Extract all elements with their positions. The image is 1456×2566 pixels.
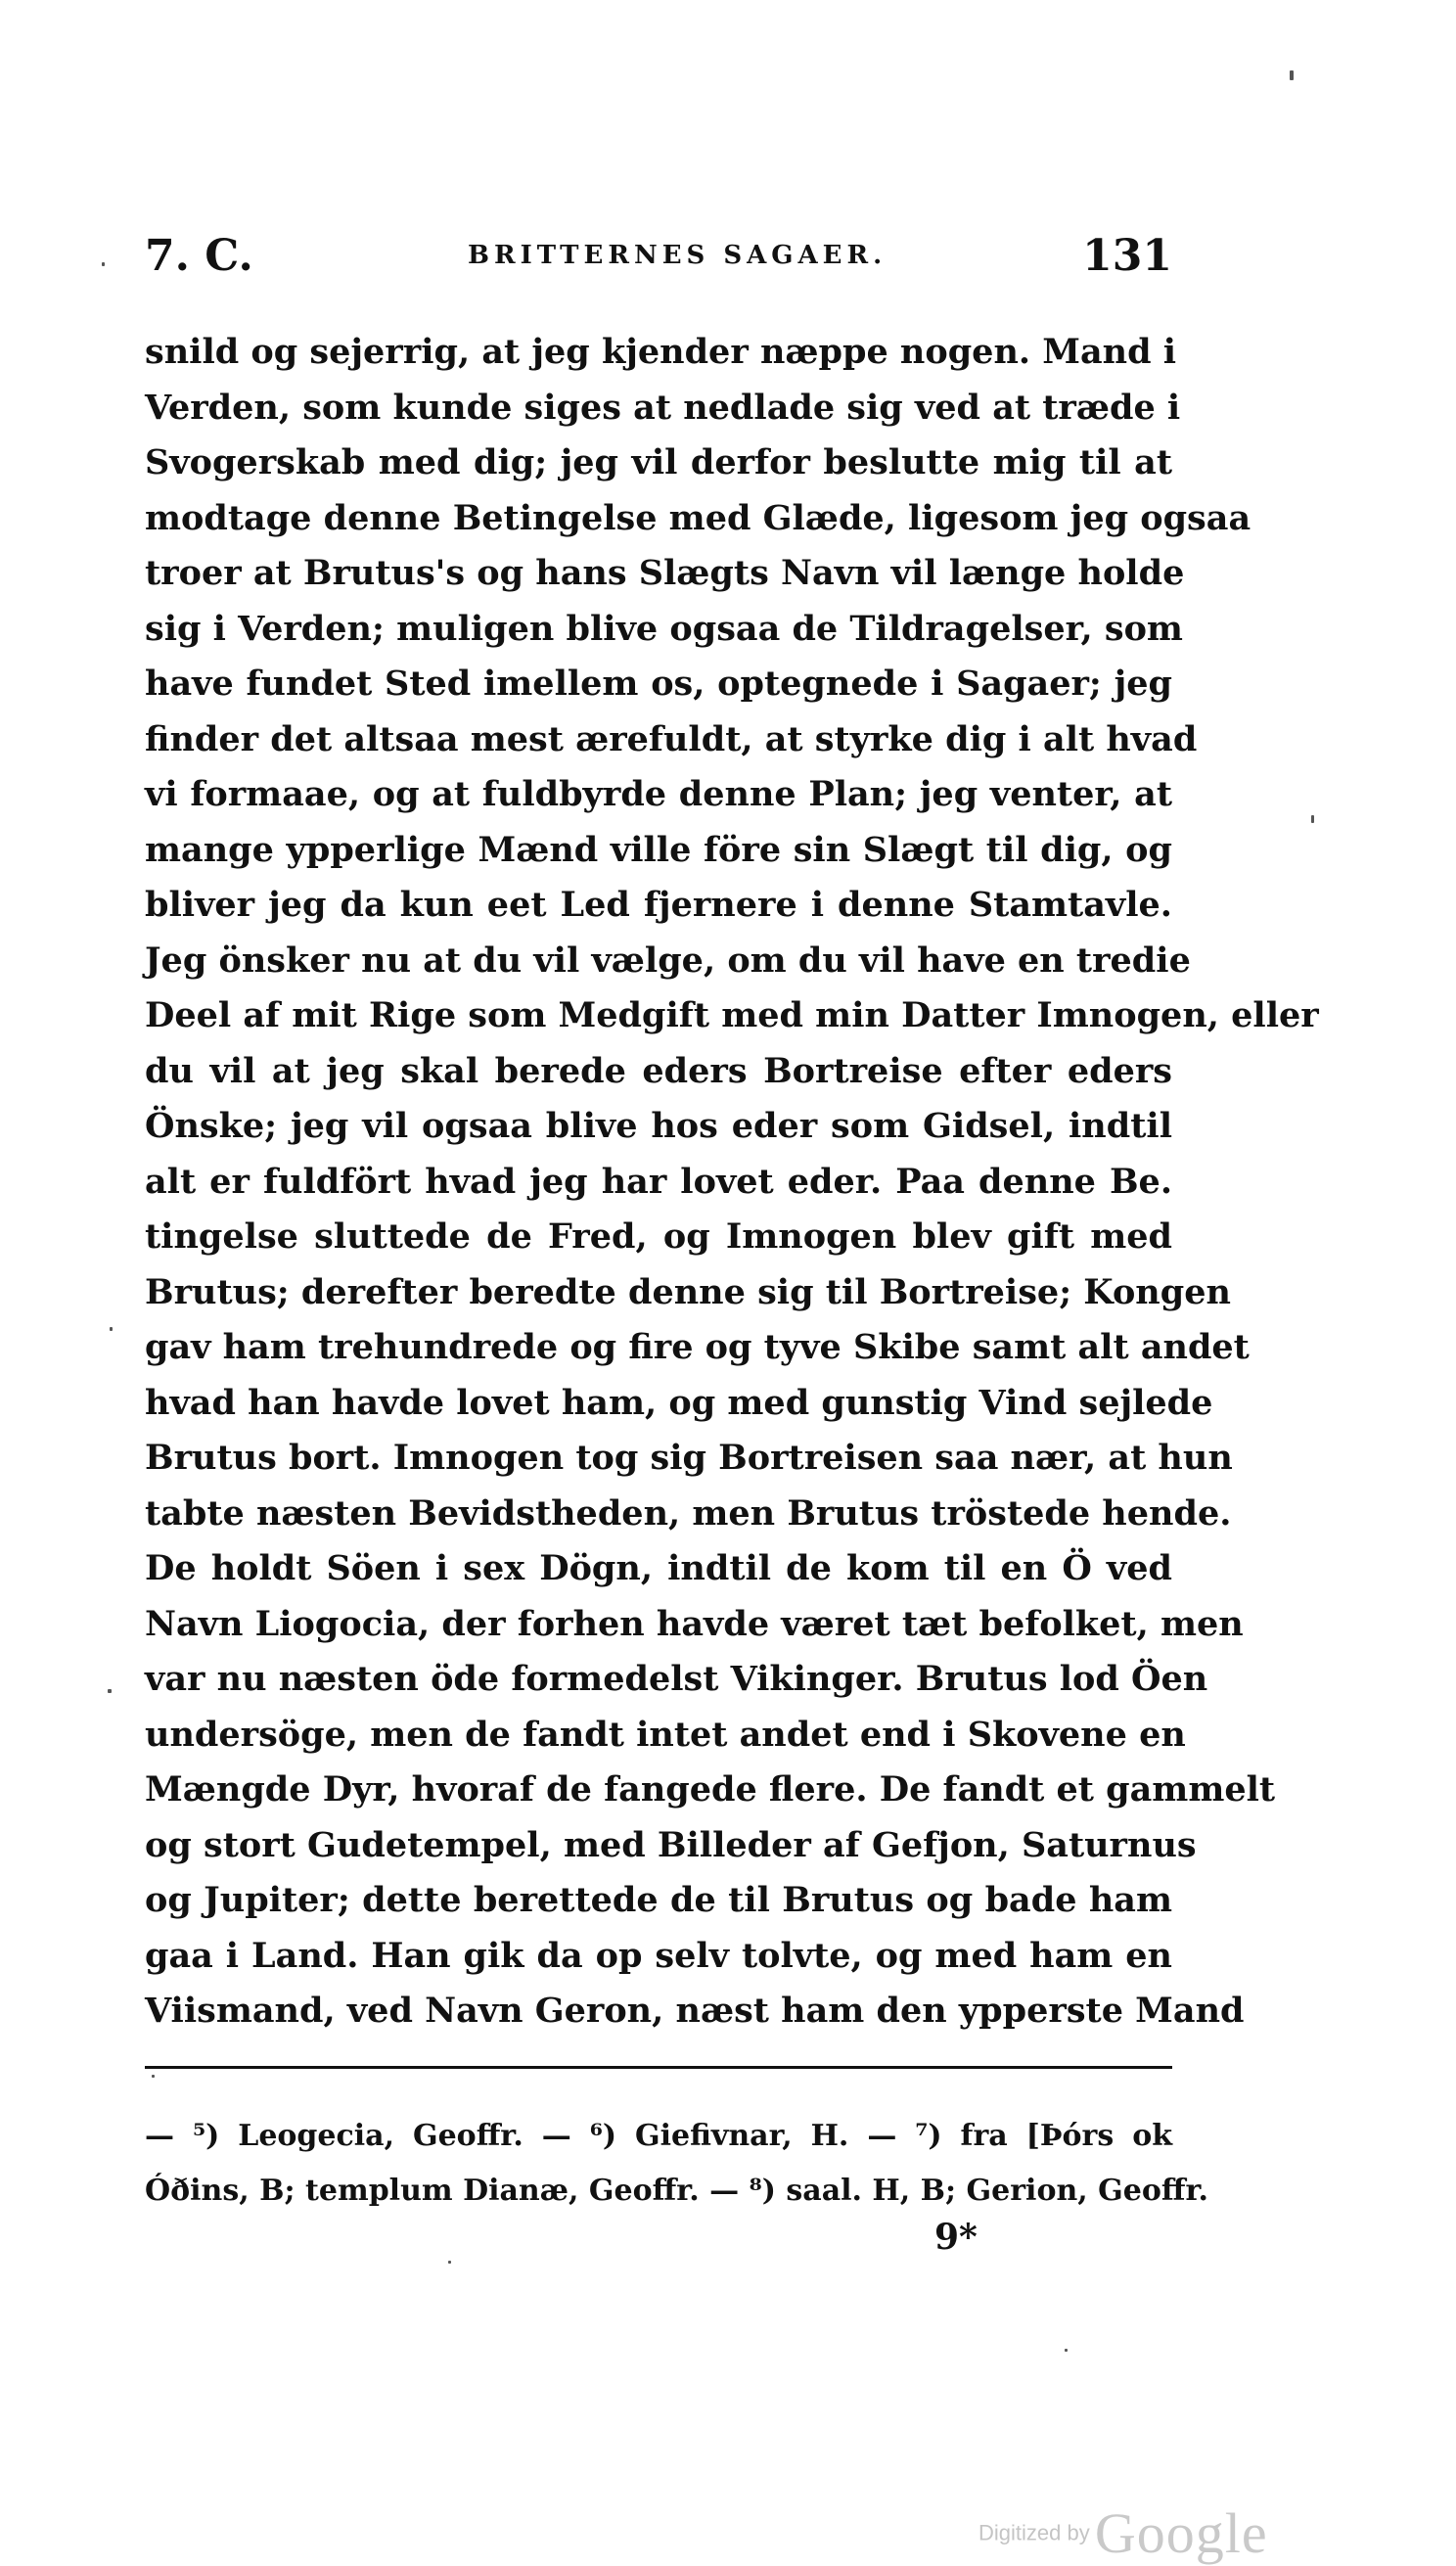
text-line: bliver jeg da kun eet Led fjernere i denne Stamtavle. bbox=[145, 885, 1172, 925]
scan-speck bbox=[1311, 815, 1314, 823]
google-logo: Google bbox=[1094, 2501, 1268, 2565]
text-line: sig i Verden; muligen blive ogsaa de Tildragelser, som bbox=[145, 608, 1183, 649]
text-line: modtage denne Betingelse med Glæde, ligesom jeg ogsaa bbox=[145, 497, 1251, 538]
scan-speck bbox=[110, 1327, 113, 1331]
scan-speck bbox=[1290, 70, 1294, 80]
text-line: Deel af mit Rige som Medgift med min Datter Imnogen, eller bbox=[145, 995, 1319, 1035]
text-line: troer at Brutus's og hans Slægts Navn vil længe holde bbox=[145, 553, 1185, 593]
text-line: og stort Gudetempel, med Billeder af Gefjon, Saturnus bbox=[145, 1824, 1197, 1865]
footnote-line: — ⁵) Leogecia, Geoffr. — ⁶) Giefivnar, H. — ⁷) fra [Þórs ok bbox=[145, 2119, 1172, 2153]
page-number: 131 bbox=[1082, 231, 1172, 281]
text-line: undersöge, men de fandt intet andet end i Skovene en bbox=[145, 1714, 1186, 1755]
text-line: tingelse sluttede de Fred, og Imnogen blev gift med bbox=[145, 1216, 1172, 1257]
chapter-reference: 7. C. bbox=[145, 231, 253, 281]
text-line: og Jupiter; dette berettede de til Brutus og bade ham bbox=[145, 1880, 1172, 1920]
text-line: mange ypperlige Mænd ville före sin Slægt til dig, og bbox=[145, 829, 1172, 870]
scan-speck bbox=[152, 2075, 155, 2078]
text-line: alt er fuldfört hvad jeg har lovet eder. Paa denne Be. bbox=[145, 1161, 1172, 1202]
text-line: Brutus; derefter beredte denne sig til Bortreise; Kongen bbox=[145, 1271, 1231, 1312]
scan-speck bbox=[108, 1689, 112, 1693]
text-line: Viismand, ved Navn Geron, næst ham den ypperste Mand bbox=[145, 1991, 1245, 2031]
text-line: du vil at jeg skal berede eders Bortreise efter eders bbox=[145, 1050, 1172, 1091]
signature-mark: 9* bbox=[934, 2217, 978, 2258]
text-line: Verden, som kunde siges at nedlade sig ved at træde i bbox=[145, 387, 1181, 428]
footnote-line: Óðins, B; templum Dianæ, Geoffr. — ⁸) saal. H, B; Gerion, Geoffr. bbox=[145, 2174, 1208, 2208]
text-line: Svogerskab med dig; jeg vil derfor beslutte mig til at bbox=[145, 442, 1172, 482]
digitized-watermark bbox=[978, 2500, 1268, 2565]
text-line: Mængde Dyr, hvoraf de fangede flere. De fandt et gammelt bbox=[145, 1769, 1276, 1810]
text-line: Önske; jeg vil ogsaa blive hos eder som Gidsel, indtil bbox=[145, 1106, 1172, 1146]
footnote-divider bbox=[145, 2066, 1172, 2069]
text-line: vi formaae, og at fuldbyrde denne Plan; jeg venter, at bbox=[145, 774, 1172, 814]
running-title: BRITTERNES SAGAER. bbox=[468, 241, 887, 270]
text-line: snild og sejerrig, at jeg kjender næppe nogen. Mand i bbox=[145, 332, 1177, 372]
text-line: gaa i Land. Han gik da op selv tolvte, og med ham en bbox=[145, 1935, 1172, 1976]
scan-speck bbox=[102, 262, 105, 266]
main-text-block bbox=[145, 325, 1319, 2039]
text-line: var nu næsten öde formedelst Vikinger. Brutus lod Öen bbox=[145, 1659, 1208, 1699]
text-line: Navn Liogocia, der forhen havde været tæt befolket, men bbox=[145, 1603, 1244, 1644]
text-line: have fundet Sted imellem os, optegnede i Sagaer; jeg bbox=[145, 664, 1172, 704]
text-line: De holdt Söen i sex Dögn, indtil de kom til en Ö ved bbox=[145, 1548, 1172, 1588]
scan-speck bbox=[1065, 2349, 1068, 2352]
text-line: finder det altsaa mest ærefuldt, at styrke dig i alt hvad bbox=[145, 718, 1198, 759]
digitized-label: Digitized by bbox=[978, 2520, 1090, 2545]
running-header bbox=[145, 231, 1172, 290]
text-line: Jeg önsker nu at du vil vælge, om du vil have en tredie bbox=[145, 939, 1191, 981]
text-line: Brutus bort. Imnogen tog sig Bortreisen saa nær, at hun bbox=[145, 1438, 1233, 1478]
footnotes-block bbox=[145, 2109, 1208, 2219]
text-line: hvad han havde lovet ham, og med gunstig Vind sejlede bbox=[145, 1382, 1213, 1423]
scan-speck bbox=[448, 2261, 451, 2264]
text-line: gav ham trehundrede og fire og tyve Skibe samt alt andet bbox=[145, 1327, 1250, 1367]
text-line: tabte næsten Bevidstheden, men Brutus tröstede hende. bbox=[145, 1492, 1232, 1534]
